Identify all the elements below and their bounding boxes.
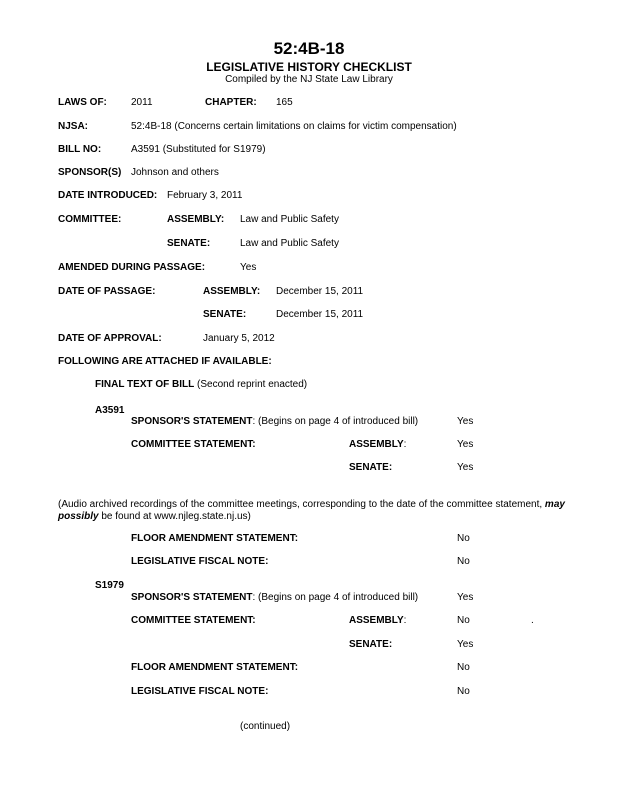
- s1979-fiscal-note-value: No: [457, 686, 470, 697]
- a3591-sponsor-statement-label: SPONSOR'S STATEMENT: [131, 416, 253, 427]
- s1979-bill-label: S1979: [95, 580, 124, 591]
- date-of-approval-value: January 5, 2012: [203, 333, 275, 344]
- final-text-line: [95, 379, 307, 391]
- committee-senate-label: SENATE:: [167, 238, 211, 249]
- date-of-approval-label: DATE OF APPROVAL:: [58, 333, 162, 344]
- date-of-passage-label: DATE OF PASSAGE:: [58, 286, 156, 297]
- sponsors-value: Johnson and others: [131, 167, 219, 178]
- a3591-assembly-value: Yes: [457, 439, 474, 450]
- page-subtitle: LEGISLATIVE HISTORY CHECKLIST: [206, 60, 412, 74]
- a3591-assembly-colon: :: [403, 439, 407, 450]
- audio-note-part2: be found at www.njleg.state.nj.us): [98, 511, 251, 522]
- date-introduced-value: February 3, 2011: [167, 190, 243, 201]
- s1979-sponsor-statement-label: SPONSOR'S STATEMENT: [131, 592, 253, 603]
- committee-senate-value: Law and Public Safety: [240, 238, 339, 249]
- a3591-fiscal-note-label: LEGISLATIVE FISCAL NOTE:: [131, 556, 269, 567]
- a3591-floor-amendment-label: FLOOR AMENDMENT STATEMENT:: [131, 533, 299, 544]
- amended-label: AMENDED DURING PASSAGE:: [58, 262, 206, 273]
- a3591-assembly-line: [349, 439, 406, 451]
- a3591-senate-label: SENATE:: [349, 462, 393, 473]
- a3591-fiscal-note-value: No: [457, 556, 470, 567]
- amended-value: Yes: [240, 262, 257, 273]
- a3591-bill-label: A3591: [95, 405, 125, 416]
- continued-note: (continued): [240, 721, 291, 732]
- laws-of-label: LAWS OF:: [58, 97, 107, 108]
- committee-assembly-value: Law and Public Safety: [240, 214, 339, 225]
- bill-no-label: BILL NO:: [58, 144, 102, 155]
- audio-note-part1: (Audio archived recordings of the committee meetings, corresponding to the date of the committee statement,: [58, 499, 545, 510]
- s1979-floor-amendment-value: No: [457, 662, 470, 673]
- s1979-sponsor-statement-line: [131, 592, 418, 604]
- njsa-label: NJSA:: [58, 121, 89, 132]
- s1979-assembly-colon: :: [403, 615, 407, 626]
- s1979-assembly-mark: .: [531, 615, 534, 626]
- s1979-senate-value: Yes: [457, 639, 474, 650]
- s1979-assembly-value: No: [457, 615, 470, 626]
- passage-assembly-value: December 15, 2011: [276, 286, 364, 297]
- chapter-value: 165: [276, 97, 293, 108]
- sponsors-label: SPONSOR(S): [58, 167, 122, 178]
- a3591-assembly-label: ASSEMBLY: [349, 439, 404, 450]
- page-title: 52:4B-18: [273, 39, 345, 58]
- s1979-fiscal-note-label: LEGISLATIVE FISCAL NOTE:: [131, 686, 269, 697]
- chapter-label: CHAPTER:: [205, 97, 257, 108]
- passage-assembly-label: ASSEMBLY:: [203, 286, 261, 297]
- laws-of-value: 2011: [131, 97, 153, 108]
- audio-note: [58, 499, 578, 523]
- final-text-label: FINAL TEXT OF BILL: [95, 379, 195, 390]
- s1979-senate-label: SENATE:: [349, 639, 393, 650]
- committee-assembly-label: ASSEMBLY:: [167, 214, 225, 225]
- passage-senate-label: SENATE:: [203, 309, 247, 320]
- s1979-floor-amendment-label: FLOOR AMENDMENT STATEMENT:: [131, 662, 299, 673]
- audio-note-emphasis: may possibly: [58, 499, 565, 522]
- a3591-senate-value: Yes: [457, 462, 474, 473]
- bill-no-value: A3591 (Substituted for S1979): [131, 144, 266, 155]
- a3591-sponsor-statement-line: [131, 416, 418, 428]
- njsa-value: 52:4B-18 (Concerns certain limitations on claims for victim compensation): [131, 121, 457, 132]
- s1979-committee-statement-label: COMMITTEE STATEMENT:: [131, 615, 256, 626]
- s1979-assembly-line: [349, 615, 406, 627]
- s1979-sponsor-statement-note: : (Begins on page 4 of introduced bill): [252, 592, 419, 603]
- committee-label: COMMITTEE:: [58, 214, 122, 225]
- s1979-sponsor-statement-value: Yes: [457, 592, 474, 603]
- compiled-by: Compiled by the NJ State Law Library: [225, 74, 393, 85]
- a3591-committee-statement-label: COMMITTEE STATEMENT:: [131, 439, 256, 450]
- final-text-note: (Second reprint enacted): [194, 379, 308, 390]
- s1979-assembly-label: ASSEMBLY: [349, 615, 404, 626]
- date-introduced-label: DATE INTRODUCED:: [58, 190, 158, 201]
- attached-heading: FOLLOWING ARE ATTACHED IF AVAILABLE:: [58, 356, 272, 367]
- passage-senate-value: December 15, 2011: [276, 309, 364, 320]
- a3591-floor-amendment-value: No: [457, 533, 470, 544]
- a3591-sponsor-statement-note: : (Begins on page 4 of introduced bill): [252, 416, 419, 427]
- a3591-sponsor-statement-value: Yes: [457, 416, 474, 427]
